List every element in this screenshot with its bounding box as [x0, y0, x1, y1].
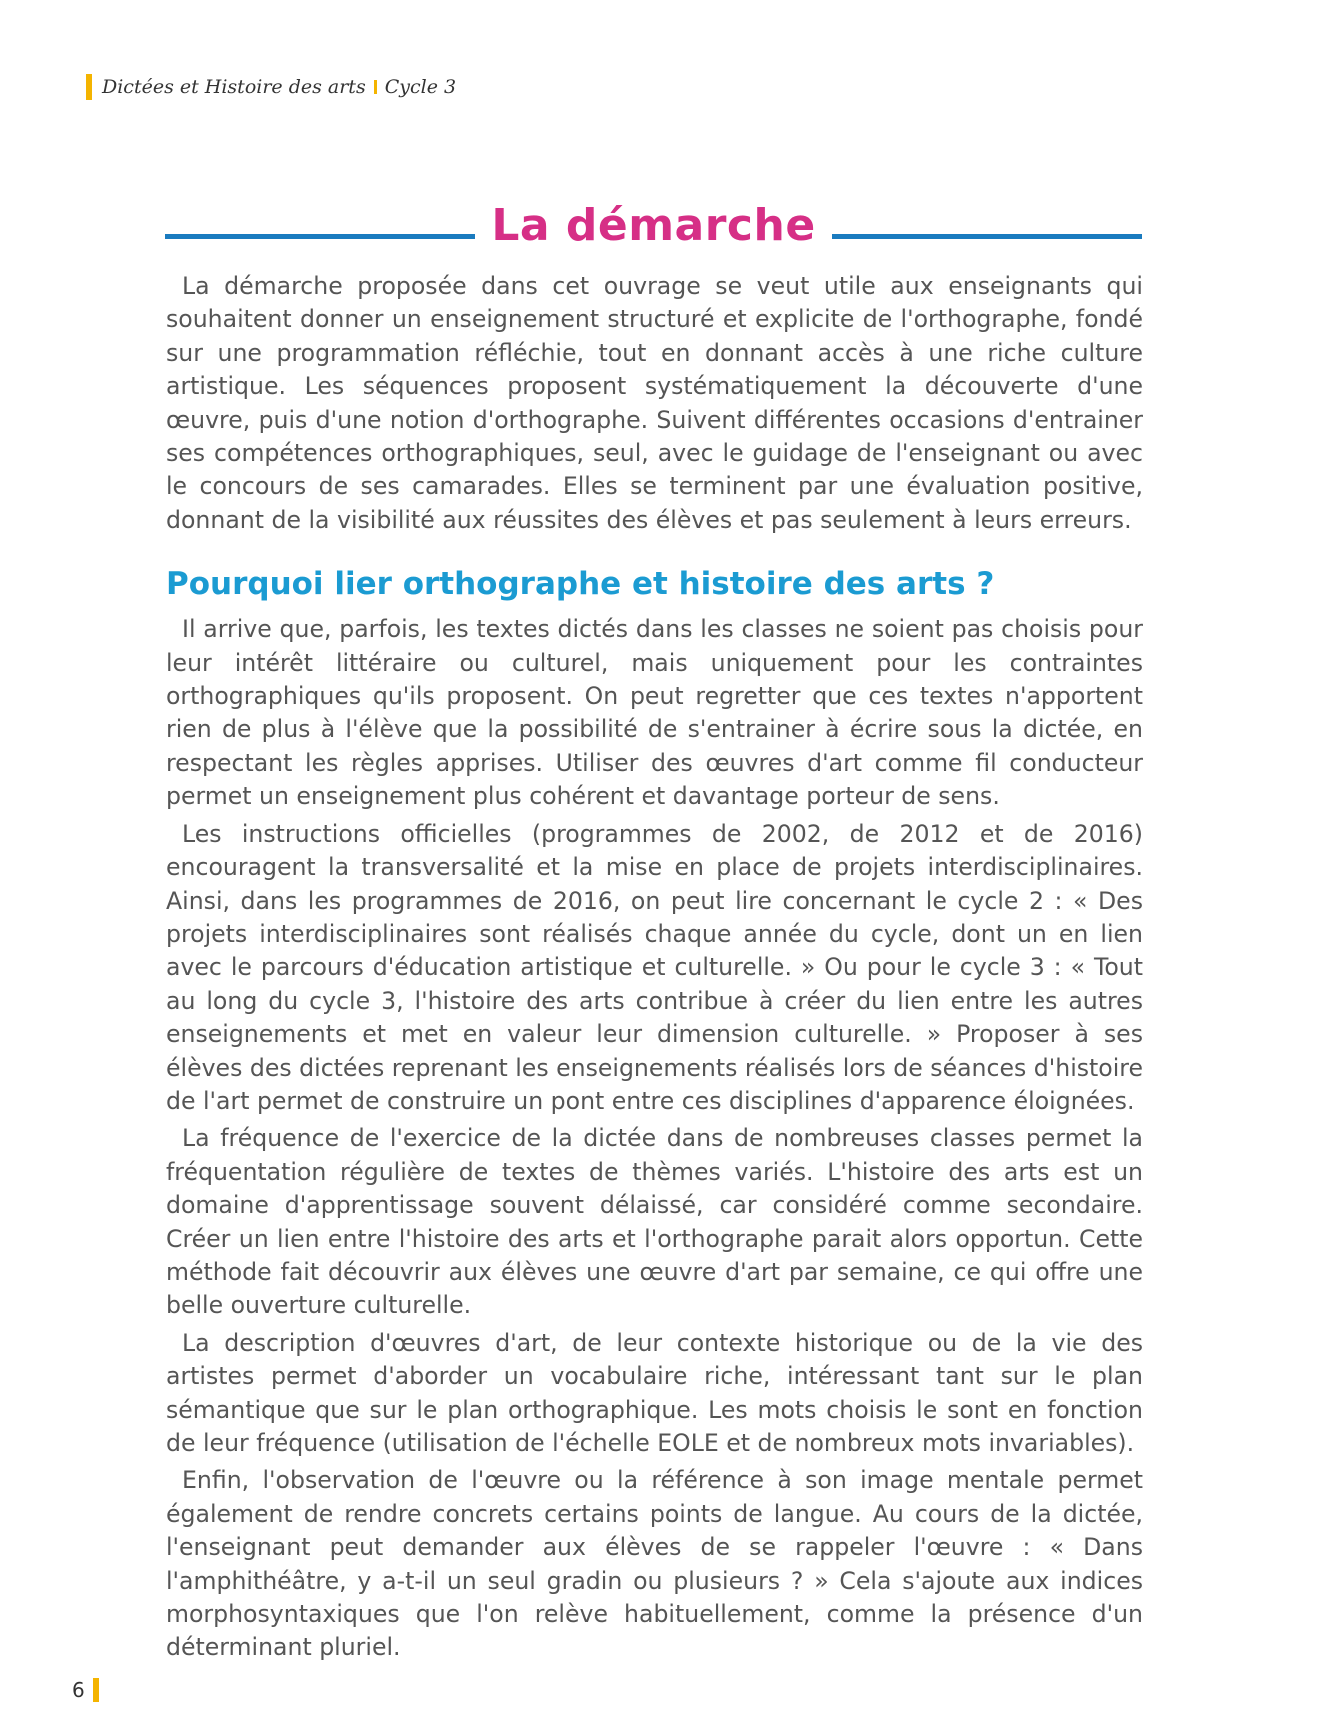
main-content — [166, 270, 1143, 1669]
body-paragraph: Les instructions officielles (programmes de 2002, de 2012 et de 2016) encouragent la transversalité et la mise en place de projets interdisciplinaires. Ainsi, dans les programmes de 2016, on peut lire concernant le cycle 2 : « Des projets interdisciplinaires sont réalisés chaque année du cycle, dont un en lien avec le parcours d'éducation artistique et culturelle. » Ou pour le cycle 3 : « Tout au long du cycle 3, l'histoire des arts contribue à créer du lien entre les autres enseignements et met en valeur leur dimension culturelle. » Proposer à ses élèves des dictées reprenant les enseignements réalisés lors de séances d'histoire de l'art permet de construire un pont entre ces disciplines d'apparence éloignées. — [166, 819, 1143, 1115]
intro-paragraph: La démarche proposée dans cet ouvrage se veut utile aux enseignants qui souhaitent donner un enseignement structuré et explicite de l'orthographe, fondé sur une programmation réfléchie, tout en donnant accès à une riche culture artistique. Les séquences proposent systématiquement la découverte d'une œuvre, puis d'une notion d'orthographe. Suivent différentes occasions d'entrainer ses compétences orthographiques, seul, avec le guidage de l'enseignant ou avec le concours de ses camarades. Elles se terminent par une évaluation positive, donnant de la visibilité aux réussites des élèves et pas seulement à leurs erreurs. — [166, 272, 1143, 534]
section-heading — [165, 190, 1142, 260]
body-paragraph: Il arrive que, parfois, les textes dictés dans les classes ne soient pas choisis pour leur intérêt littéraire ou culturel, mais uniquement pour les contraintes orthographiques qu'ils proposent. On peut regretter que ces textes n'apportent rien de plus à l'élève que la possibilité de s'entrainer à écrire sous la dictée, en respectant les règles apprises. Utiliser des œuvres d'art comme fil conducteur permet un enseignement plus cohérent et davantage porteur de sens. — [166, 615, 1143, 811]
heading-rule-left — [165, 234, 475, 239]
header-separator — [374, 80, 377, 94]
heading-rule-right — [832, 234, 1142, 239]
header-accent-bar — [86, 74, 92, 100]
body-paragraph: Enfin, l'observation de l'œuvre ou la référence à son image mentale permet également de rendre concrets certains points de langue. Au cours de la dictée, l'enseignant peut demander aux élèves de se rappeler l'œuvre : « Dans l'amphithéâtre, y a-t-il un seul gradin ou plusieurs ? » Cela s'ajoute aux indices morphosyntaxiques que l'on relève habituellement, comme la présence d'un déterminant pluriel. — [166, 1466, 1143, 1662]
footer-accent-bar — [93, 1678, 99, 1702]
subsection-title: Pourquoi lier orthographe et histoire des arts ? — [166, 566, 995, 603]
book-title: Dictées et Histoire des arts — [102, 76, 366, 98]
page-footer — [72, 1678, 99, 1702]
page-number: 6 — [72, 1678, 85, 1702]
running-header — [86, 72, 456, 102]
page-title: La démarche — [491, 199, 816, 251]
cycle-label: Cycle 3 — [384, 76, 457, 98]
body-paragraph: La fréquence de l'exercice de la dictée dans de nombreuses classes permet la fréquentation régulière de textes de thèmes variés. L'histoire des arts est un domaine d'apprentissage souvent délaissé, car considéré comme secondaire. Créer un lien entre l'histoire des arts et l'orthographe parait alors opportun. Cette méthode fait découvrir aux élèves une œuvre d'art par semaine, ce qui offre une belle ouverture culturelle. — [166, 1124, 1143, 1320]
body-paragraph: La description d'œuvres d'art, de leur contexte historique ou de la vie des artistes permet d'aborder un vocabulaire riche, intéressant tant sur le plan sémantique que sur le plan orthographique. Les mots choisis le sont en fonction de leur fréquence (utilisation de l'échelle EOLE et de nombreux mots invariables). — [166, 1328, 1143, 1457]
